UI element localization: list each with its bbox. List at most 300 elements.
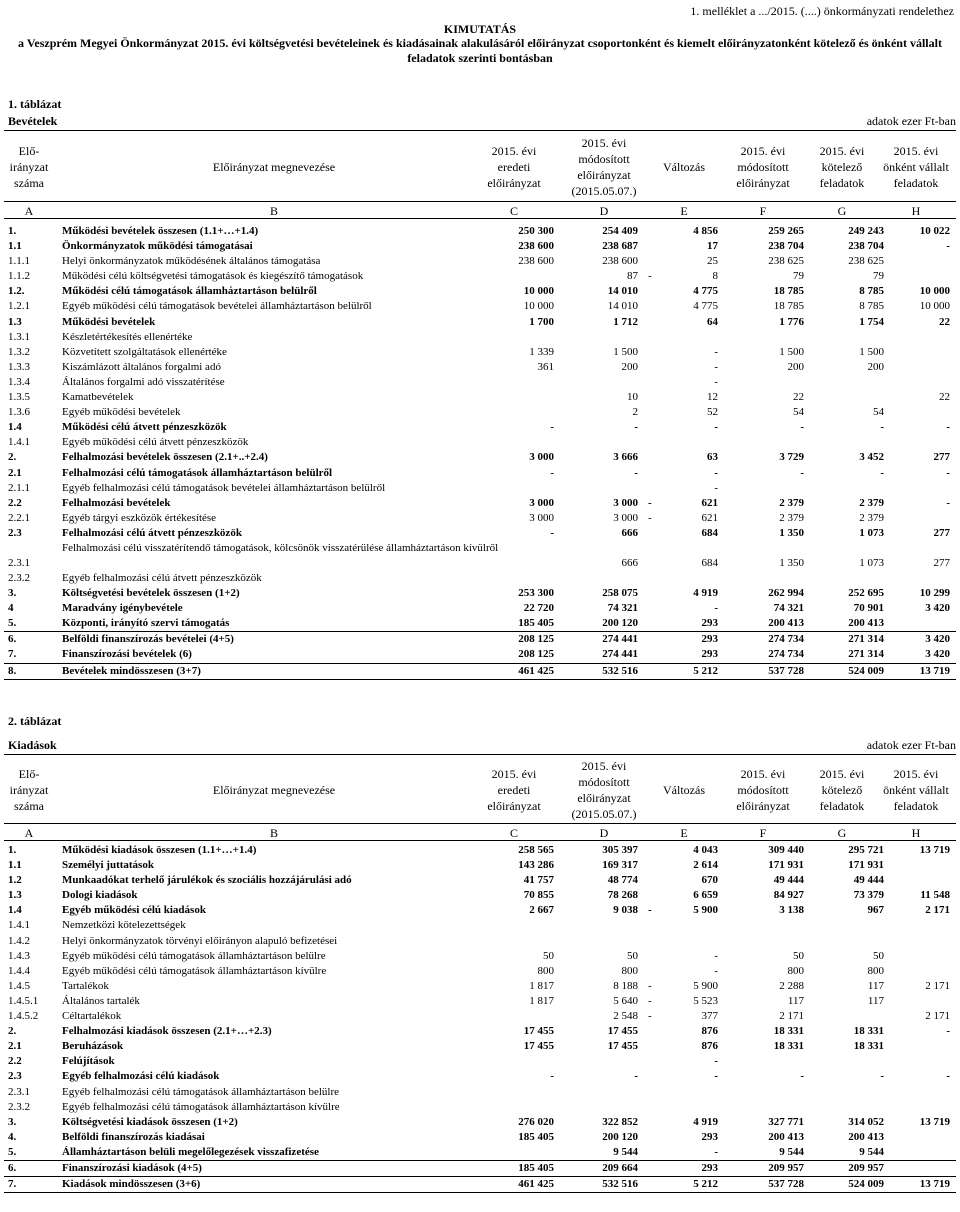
- col-voluntary: 277: [933, 451, 950, 464]
- col-orig: 3 000: [529, 496, 554, 509]
- table-row: [4, 903, 956, 918]
- table-row: [4, 466, 956, 481]
- row-name: Felhalmozási célú visszatérítendő támogatások, kölcsönök visszatérülése államháztartáson kívülről: [62, 541, 499, 554]
- col-orig: 361: [537, 360, 554, 373]
- change-sign: -: [648, 511, 652, 524]
- col-orig: 1 339: [529, 345, 554, 358]
- row-name: Egyéb működési célú támogatások államháztartáson kívülre: [62, 964, 327, 977]
- change-sign: -: [648, 270, 652, 283]
- row-name: Általános tartalék: [62, 994, 140, 1007]
- row-name: Finanszírozási bevételek (6): [62, 648, 192, 661]
- col-mod: 18 785: [773, 300, 804, 313]
- row-code: 2.: [8, 451, 17, 464]
- column-letter-d: D: [599, 826, 609, 840]
- col-orig: 185 405: [518, 1161, 554, 1174]
- column-letter-g: G: [837, 826, 847, 840]
- row-code: 7.: [8, 648, 17, 661]
- col-mod: 18 331: [773, 1040, 804, 1053]
- col-mandatory: 117: [867, 979, 884, 992]
- col-mandatory: 524 009: [848, 1178, 884, 1191]
- table-row: [4, 511, 956, 526]
- col-voluntary: -: [946, 496, 950, 509]
- col-mandatory: -: [880, 1070, 884, 1083]
- col-mod: 2 288: [779, 979, 804, 992]
- row-name: Személyi juttatások: [62, 859, 154, 872]
- row-name: Helyi önkormányzatok működésének általános támogatása: [62, 255, 321, 268]
- col-mod0507: 1 500: [613, 345, 638, 358]
- column-letter-a: A: [24, 204, 34, 218]
- col-mandatory: 800: [867, 964, 884, 977]
- row-code: 1.4.5: [8, 979, 30, 992]
- col-change: -: [714, 602, 718, 615]
- col-voluntary: 10 299: [919, 587, 950, 600]
- col-mod0507: -: [634, 1070, 638, 1083]
- col-mandatory: 18 331: [853, 1040, 884, 1053]
- row-name: Dologi kiadások: [62, 889, 138, 902]
- table2-name: Kiadások: [8, 738, 57, 752]
- col-change: 4 043: [693, 844, 718, 856]
- hdr-vol: 2015. évi önként vállalt feladatok: [883, 144, 949, 190]
- row-name: Belföldi finanszírozás kiadásai: [62, 1130, 205, 1143]
- col-change: 5 212: [693, 664, 718, 677]
- col-orig: 1 817: [529, 994, 554, 1007]
- col-mandatory: 238 625: [848, 255, 884, 268]
- col-mandatory: 314 052: [848, 1115, 884, 1128]
- col-change: 670: [701, 874, 718, 887]
- row-name: Felhalmozási bevételek összesen (2.1+..+2.4): [62, 451, 268, 464]
- col-mod0507: 3 666: [613, 451, 638, 464]
- row-name: Egyéb működési célú támogatások államháztartáson belülre: [62, 949, 326, 962]
- row-code: 2.1.1: [8, 481, 30, 494]
- row-code: 1.: [8, 225, 17, 237]
- row-name: Államháztartáson belüli megelőlegezések visszafizetése: [62, 1145, 319, 1158]
- row-code: 2.2.1: [8, 511, 30, 524]
- col-mandatory: 8 785: [859, 285, 884, 298]
- row-name: Helyi önkormányzatok törvényi előirányon alapuló befizetései: [62, 934, 338, 947]
- col-orig: 50: [543, 949, 554, 962]
- row-name: Kamatbevételek: [62, 391, 134, 404]
- col-mandatory: 1 754: [859, 315, 884, 328]
- col-mandatory: 967: [867, 904, 884, 917]
- col-orig: 143 286: [518, 859, 554, 872]
- col-mod0507: 10: [627, 391, 638, 404]
- row-name: Egyéb felhalmozási célú kiadások: [62, 1070, 220, 1083]
- col-change: -: [714, 1145, 718, 1158]
- col-change: -: [714, 1055, 718, 1068]
- row-code: 1.2.1: [8, 300, 30, 313]
- col-orig: 10 000: [523, 300, 554, 313]
- col-change: 5 900: [693, 979, 718, 992]
- hdr-mod0507: 2015. évi módosított előirányzat (2015.05.07.): [571, 136, 637, 198]
- col-mod: 259 265: [768, 225, 804, 237]
- col-change: -: [714, 1070, 718, 1083]
- col-mod: -: [800, 466, 804, 479]
- col-mod: 238 625: [768, 255, 804, 268]
- col-change: 293: [701, 617, 718, 630]
- col-orig: 3 000: [529, 451, 554, 464]
- col-change: 684: [701, 556, 718, 569]
- col-orig: 2 667: [529, 904, 554, 917]
- column-letter-c: C: [509, 826, 518, 840]
- col-mod0507: 209 664: [602, 1161, 638, 1174]
- col-voluntary: 13 719: [919, 1178, 950, 1191]
- col-mod0507: 74 321: [607, 602, 638, 615]
- col-orig: 276 020: [518, 1115, 554, 1128]
- row-code: 1.3.6: [8, 406, 30, 419]
- table-row: [4, 1177, 956, 1193]
- col-mod0507: 800: [621, 964, 638, 977]
- col-change: 52: [707, 406, 718, 419]
- row-code: 1.3.4: [8, 375, 30, 388]
- col-orig: 800: [537, 964, 554, 977]
- table-row: [4, 647, 956, 663]
- col-change: 293: [701, 648, 718, 661]
- col-change: 8: [712, 270, 718, 283]
- table2-letter-rule: [4, 840, 956, 841]
- col-mandatory: -: [880, 421, 884, 434]
- col-mod: 117: [787, 994, 804, 1007]
- row-name: Általános forgalmi adó visszatérítése: [62, 375, 225, 388]
- table-row: [4, 481, 956, 496]
- row-code: 1.3.2: [8, 345, 30, 358]
- row-code: 1.4: [8, 421, 22, 434]
- col-orig: 3 000: [529, 511, 554, 524]
- col-mod0507: 169 317: [602, 859, 638, 872]
- column-letter-b: B: [269, 204, 278, 218]
- row-name: Működési bevételek összesen (1.1+…+1.4): [62, 225, 259, 237]
- col-mod: 309 440: [768, 844, 804, 856]
- table1-top-rule: [4, 130, 956, 131]
- col-orig: 250 300: [518, 225, 554, 237]
- col-change: 17: [707, 240, 718, 253]
- col-voluntary: 3 420: [925, 633, 950, 646]
- col-mod: 238 704: [768, 240, 804, 253]
- col-change: -: [714, 481, 718, 494]
- col-mod: 327 771: [768, 1115, 804, 1128]
- col-change: -: [714, 345, 718, 358]
- column-letter-f: F: [759, 204, 767, 218]
- col-orig: 41 757: [523, 874, 554, 887]
- col-change: 4 856: [693, 225, 718, 237]
- table-row: [4, 1145, 956, 1161]
- row-name: Egyéb felhalmozási célú támogatások államháztartáson belülre: [62, 1085, 340, 1098]
- col-voluntary: 10 022: [919, 225, 950, 237]
- table-row: [4, 616, 956, 632]
- table2-letter-row: [4, 826, 956, 840]
- row-code: 1.4: [8, 904, 22, 917]
- row-code: 1.3.3: [8, 360, 30, 373]
- col-mod0507: 274 441: [602, 648, 638, 661]
- row-code: 1.3.1: [8, 330, 30, 343]
- table-row: [4, 269, 956, 284]
- table-row: [4, 918, 956, 933]
- row-name: Közvetített szolgáltatások ellenértéke: [62, 345, 227, 358]
- col-mod0507: -: [634, 466, 638, 479]
- table-row: [4, 949, 956, 964]
- col-change: 25: [707, 255, 718, 268]
- col-mod0507: 200 120: [602, 617, 638, 630]
- change-sign: -: [648, 1010, 652, 1023]
- table-row: [4, 964, 956, 979]
- col-mod: 1 500: [779, 345, 804, 358]
- col-voluntary: -: [946, 240, 950, 253]
- col-mod: 1 350: [779, 556, 804, 569]
- table-row: [4, 586, 956, 601]
- col-mod0507: 258 075: [602, 587, 638, 600]
- col-voluntary: 277: [933, 526, 950, 539]
- col-mod0507: 17 455: [607, 1025, 638, 1038]
- column-letter-h: H: [911, 826, 921, 840]
- change-sign: -: [648, 904, 652, 917]
- col-mod0507: -: [634, 421, 638, 434]
- row-name: Költségvetési kiadások összesen (1+2): [62, 1115, 238, 1128]
- table-row: [4, 299, 956, 314]
- table-row: [4, 1115, 956, 1130]
- col-mandatory: 9 544: [859, 1145, 884, 1158]
- col-mod: 84 927: [773, 889, 804, 902]
- col-change: 621: [701, 496, 718, 509]
- row-name: Működési bevételek: [62, 315, 156, 328]
- col-voluntary: 277: [933, 556, 950, 569]
- table-row: [4, 420, 956, 435]
- table-row: [4, 979, 956, 994]
- row-code: 1.4.2: [8, 934, 30, 947]
- col-mod: 274 734: [768, 648, 804, 661]
- hdr-code: Elő- irányzat száma: [9, 144, 49, 190]
- col-mod: 49 444: [773, 874, 804, 887]
- table-row: [4, 390, 956, 405]
- col-mandatory: 2 379: [859, 496, 884, 509]
- row-name: Működési célú támogatások államháztartáson belülről: [62, 285, 317, 298]
- table-row: [4, 664, 956, 680]
- col-orig: 208 125: [518, 633, 554, 646]
- row-name: Belföldi finanszírozás bevételei (4+5): [62, 633, 234, 646]
- col-mandatory: 249 243: [848, 225, 884, 237]
- col-mandatory: 2 379: [859, 511, 884, 524]
- col-mod: 50: [793, 949, 804, 962]
- table-row: [4, 360, 956, 375]
- table-row: [4, 858, 956, 873]
- row-code: 1.2: [8, 874, 22, 887]
- row-name: Kiszámlázott általános forgalmi adó: [62, 360, 221, 373]
- table2-label: 2. táblázat: [8, 714, 62, 728]
- col-change: 5 900: [693, 904, 718, 917]
- table-row: [4, 526, 956, 541]
- row-code: 1.4.5.1: [8, 994, 39, 1007]
- row-name: Önkormányzatok működési támogatásai: [62, 240, 253, 253]
- col-orig: 461 425: [518, 1178, 554, 1191]
- table-row: [4, 330, 956, 345]
- row-code: 4: [8, 602, 14, 615]
- col-change: 684: [701, 526, 718, 539]
- hdr2-mand: 2015. évi kötelező feladatok: [819, 767, 865, 813]
- table-row: [4, 1161, 956, 1177]
- row-code: 1.3: [8, 315, 22, 328]
- table-row: [4, 843, 956, 858]
- table-row: [4, 1100, 956, 1115]
- table-row: [4, 873, 956, 888]
- col-mod0507: 3 000: [613, 511, 638, 524]
- row-name: Céltartalékok: [62, 1010, 122, 1023]
- col-mod0507: 78 268: [607, 889, 638, 902]
- col-mandatory: 209 957: [848, 1161, 884, 1174]
- col-mod: 800: [787, 964, 804, 977]
- col-mod0507: 87: [627, 270, 638, 283]
- col-mod: 9 544: [779, 1145, 804, 1158]
- row-code: 2.3.2: [8, 571, 30, 584]
- row-name: Bevételek mindösszesen (3+7): [62, 664, 201, 677]
- row-name: Egyéb működési célú támogatások bevételei államháztartáson belülről: [62, 300, 372, 313]
- col-mandatory: 200: [867, 360, 884, 373]
- col-voluntary: -: [946, 1070, 950, 1083]
- col-change: 4 919: [693, 1115, 718, 1128]
- col-change: -: [714, 949, 718, 962]
- col-mod: 537 728: [768, 664, 804, 677]
- row-code: 3.: [8, 1115, 17, 1128]
- table-row: [4, 571, 956, 586]
- col-orig: 10 000: [523, 285, 554, 298]
- table-row: [4, 1085, 956, 1100]
- hdr2-name: Előirányzat megnevezése: [212, 783, 336, 797]
- row-code: 5.: [8, 1145, 17, 1158]
- row-name: Egyéb felhalmozási célú átvett pénzeszközök: [62, 571, 262, 584]
- col-mod0507: 666: [621, 556, 638, 569]
- table-row: [4, 284, 956, 299]
- hdr2-mod0507: 2015. évi módosított előirányzat (2015.05.07.): [571, 759, 637, 821]
- col-orig: -: [550, 421, 554, 434]
- hdr-mod: 2015. évi módosított előirányzat: [736, 144, 790, 190]
- col-voluntary: 2 171: [925, 979, 950, 992]
- row-name: Beruházások: [62, 1040, 124, 1053]
- hdr-name: Előirányzat megnevezése: [212, 160, 336, 174]
- col-orig: 70 855: [523, 889, 554, 902]
- row-code: 1.1.2: [8, 270, 30, 283]
- col-mandatory: 171 931: [848, 859, 884, 872]
- row-name: Egyéb működési célú kiadások: [62, 904, 206, 917]
- row-code: 3.: [8, 587, 17, 600]
- col-mod0507: 666: [621, 526, 638, 539]
- col-mod0507: 48 774: [607, 874, 638, 887]
- col-change: 6 659: [693, 889, 718, 902]
- col-orig: 17 455: [523, 1025, 554, 1038]
- col-voluntary: 10 000: [919, 300, 950, 313]
- col-change: -: [714, 466, 718, 479]
- table-row: [4, 541, 956, 571]
- col-mod: 262 994: [768, 587, 804, 600]
- col-voluntary: 13 719: [919, 1115, 950, 1128]
- col-mod: 1 350: [779, 526, 804, 539]
- row-name: Felhalmozási célú átvett pénzeszközök: [62, 526, 242, 539]
- col-voluntary: 2 171: [925, 1010, 950, 1023]
- col-mod0507: 14 010: [607, 285, 638, 298]
- table-row: [4, 888, 956, 903]
- table-row: [4, 1054, 956, 1069]
- col-mandatory: 49 444: [853, 874, 884, 887]
- row-code: 6.: [8, 633, 17, 646]
- table1-letter-row: [4, 204, 956, 218]
- table-row: [4, 1069, 956, 1084]
- col-mandatory: 117: [867, 994, 884, 1007]
- col-orig: 22 720: [523, 602, 554, 615]
- table-row: [4, 934, 956, 949]
- col-voluntary: 3 420: [925, 648, 950, 661]
- col-mod0507: 274 441: [602, 633, 638, 646]
- row-code: 2.: [8, 1025, 17, 1038]
- row-name: Finanszírozási kiadások (4+5): [62, 1161, 202, 1174]
- col-voluntary: 11 548: [920, 889, 950, 902]
- col-mandatory: 18 331: [853, 1025, 884, 1038]
- col-mod: 79: [793, 270, 804, 283]
- document-subtitle: a Veszprém Megyei Önkormányzat 2015. évi költségvetési bevételeinek és kiadásainak alakulásáról előirányzat csoportonként és kiemelt előirányzatonként kötelező és önként vállalt feladatok szerinti bontásban: [18, 36, 942, 65]
- col-mod0507: 9 038: [613, 904, 638, 917]
- table-row: [4, 1039, 956, 1054]
- table-row: [4, 375, 956, 390]
- row-code: 1.3.5: [8, 391, 30, 404]
- row-code: 1.4.1: [8, 436, 30, 449]
- table-row: [4, 239, 956, 254]
- hdr2-code: Elő- irányzat száma: [9, 767, 49, 813]
- table-row: [4, 254, 956, 269]
- row-code: 2.3.2: [8, 1100, 30, 1113]
- row-name: Készletértékesítés ellenértéke: [62, 330, 193, 343]
- hdr2-orig: 2015. évi eredeti előirányzat: [487, 767, 541, 813]
- row-name: Működési kiadások összesen (1.1+…+1.4): [62, 844, 257, 856]
- col-mandatory: 200 413: [848, 1130, 884, 1143]
- col-orig: -: [550, 1070, 554, 1083]
- row-code: 1.4.4: [8, 964, 30, 977]
- col-mod: 200 413: [768, 617, 804, 630]
- col-voluntary: 10 000: [919, 285, 950, 298]
- table1-rows: [4, 224, 956, 680]
- col-mandatory: 50: [873, 949, 884, 962]
- row-code: 1.4.3: [8, 949, 30, 962]
- col-mandatory: 271 314: [848, 648, 884, 661]
- row-name: Kiadások mindösszesen (3+6): [62, 1178, 201, 1191]
- column-letter-c: C: [509, 204, 518, 218]
- col-change: 64: [707, 315, 718, 328]
- table1-unit: adatok ezer Ft-ban: [866, 114, 956, 128]
- table-row: [4, 496, 956, 511]
- row-code: 1.: [8, 844, 17, 856]
- col-orig: 238 600: [518, 240, 554, 253]
- row-code: 5.: [8, 617, 17, 630]
- row-code: 2.2: [8, 496, 22, 509]
- row-name: Költségvetési bevételek összesen (1+2): [62, 587, 240, 600]
- table-row: [4, 994, 956, 1009]
- hdr-mand: 2015. évi kötelező feladatok: [819, 144, 865, 190]
- col-mod: 2 171: [779, 1010, 804, 1023]
- table1-letter-rule: [4, 218, 956, 219]
- hdr2-change: Változás: [663, 783, 705, 797]
- row-code: 1.1: [8, 240, 22, 253]
- hdr2-vol: 2015. évi önként vállalt feladatok: [883, 767, 949, 813]
- hdr-orig: 2015. évi eredeti előirányzat: [487, 144, 541, 190]
- col-orig: 1 817: [529, 979, 554, 992]
- row-code: 1.1: [8, 859, 22, 872]
- row-name: Felhalmozási bevételek: [62, 496, 171, 509]
- col-orig: 185 405: [518, 617, 554, 630]
- col-change: 5 212: [693, 1178, 718, 1191]
- table1-header-rule: [4, 201, 956, 202]
- col-orig: 461 425: [518, 664, 554, 677]
- col-change: 12: [707, 391, 718, 404]
- col-mod0507: 322 852: [602, 1115, 638, 1128]
- col-mandatory: 200 413: [848, 617, 884, 630]
- col-change: 2 614: [693, 859, 718, 872]
- col-mod0507: 238 687: [602, 240, 638, 253]
- col-mod: -: [800, 421, 804, 434]
- table-row: [4, 632, 956, 647]
